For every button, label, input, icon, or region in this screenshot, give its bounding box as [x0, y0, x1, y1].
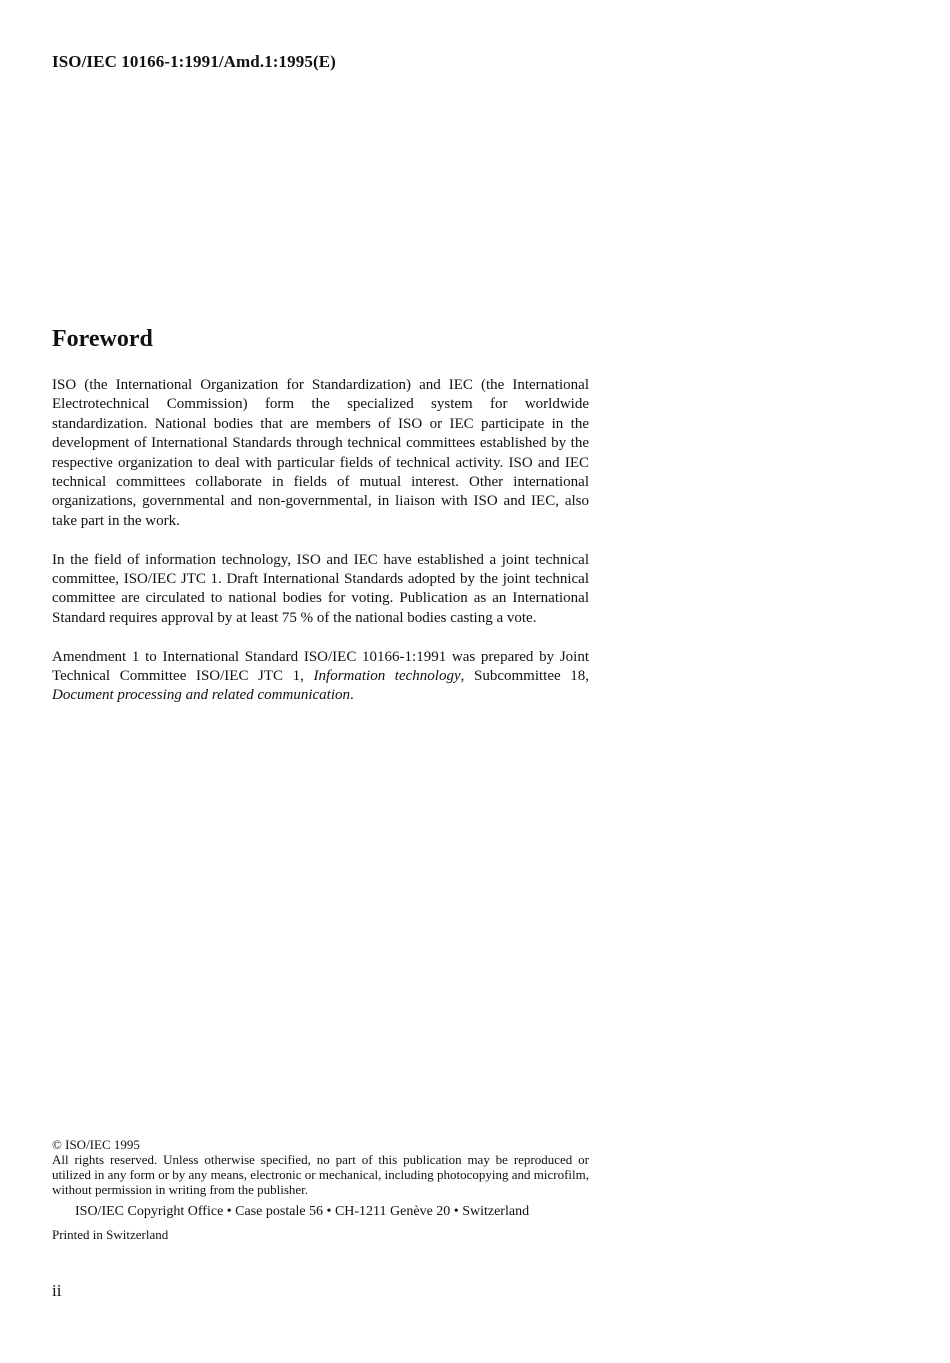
paragraph-3-italic-b: Document processing and related communication	[52, 687, 351, 704]
paragraph-3-text-b: , Subcommittee 18,	[460, 668, 589, 685]
foreword-paragraph-1: ISO (the International Organization for Standardization) and IEC (the International Electrotechnical Commission) form the specialized system for worldwide standardization. National bodies that are members of ISO or IEC participate in the development of International Standards through technical committees established by the respective organization to deal with particular fields of technical activity. ISO and IEC technical committees collaborate in fields of mutual interest. Other international organizations, governmental and non-governmental, in liaison with ISO and IEC, also take part in the work.	[52, 377, 589, 529]
printed-in: Printed in Switzerland	[52, 1227, 169, 1242]
copyright-notice: All rights reserved. Unless otherwise specified, no part of this publication may be reproduced or utilized in any form or by any means, electronic or mechanical, including photocopying and microfilm, without permission in writing from the publisher.	[52, 1152, 589, 1197]
page-number: ii	[52, 1281, 62, 1300]
copyright-line: © ISO/IEC 1995	[52, 1137, 140, 1152]
paragraph-3-text-a: Amendment 1 to International Standard ISO/IEC 10166-1:1991 was prepared by Joint Technical Committee ISO/IEC JTC 1,	[52, 648, 589, 685]
copyright-office: ISO/IEC Copyright Office • Case postale 56 • CH-1211 Genève 20 • Switzerland	[75, 1204, 530, 1219]
copyright-block	[52, 1137, 589, 1197]
foreword-body	[52, 376, 589, 725]
foreword-paragraph-2: In the field of information technology, ISO and IEC have established a joint technical committee, ISO/IEC JTC 1. Draft International Standards adopted by the joint technical committee are circulated to national bodies for voting. Publication as an International Standard requires approval by at least 75 % of the national bodies casting a vote.	[52, 551, 589, 626]
foreword-paragraph-3	[52, 648, 589, 706]
document-header: ISO/IEC 10166-1:1991/Amd.1:1995(E)	[52, 52, 336, 71]
page-title: Foreword	[52, 326, 153, 352]
paragraph-3-italic-a: Information technology	[313, 668, 461, 685]
paragraph-3-text-c: .	[350, 687, 354, 704]
